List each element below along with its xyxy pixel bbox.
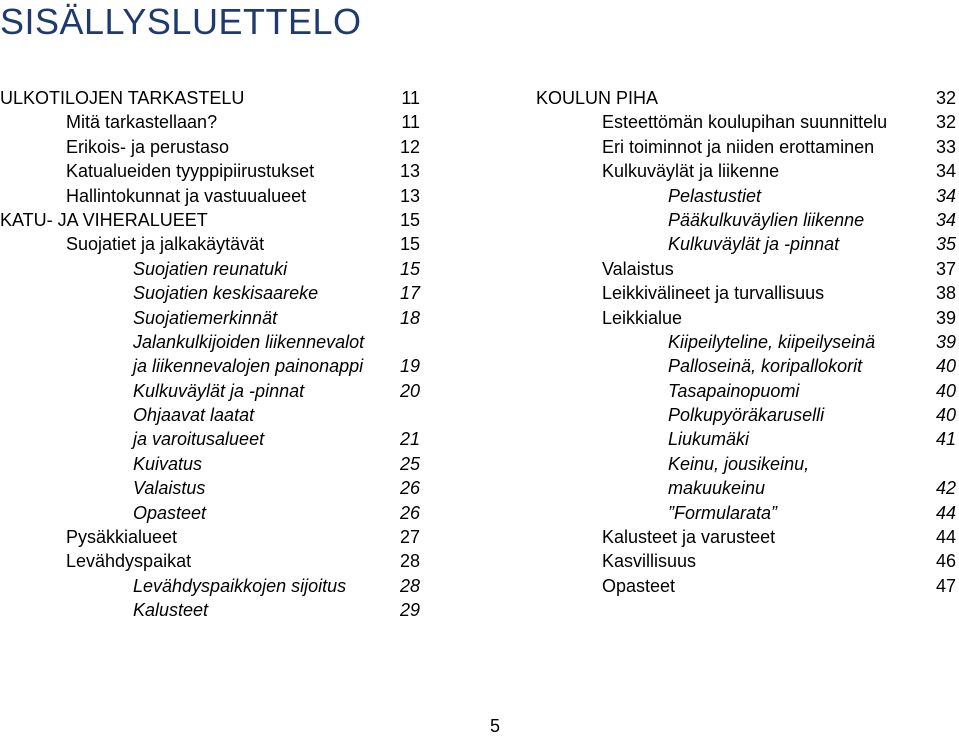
toc-entry: [536, 403, 956, 427]
toc-entry-page: 13: [399, 185, 420, 206]
toc-entry-page: 34: [935, 185, 956, 206]
toc-entry-title: Kulkuväylät ja -pinnat: [133, 380, 305, 401]
toc-entry: [536, 574, 956, 598]
toc-entry: [536, 110, 956, 134]
toc-entry-title: Kalusteet ja varusteet: [602, 527, 776, 548]
toc-entry-title: Palloseinä, koripallokorit: [668, 356, 863, 377]
toc-entry-page: 39: [935, 307, 956, 328]
toc-entry-page: 41: [935, 429, 956, 450]
toc-entry-title: Suojatien reunatuki: [133, 258, 288, 279]
toc-entry-page: 38: [935, 283, 956, 304]
toc-entry: [0, 403, 420, 427]
toc-entry-title: ja varoitusalueet: [133, 429, 265, 450]
toc-entry-title: Pysäkkialueet: [66, 527, 178, 548]
toc-entry-page: 37: [935, 258, 956, 279]
toc-entry: [536, 330, 956, 354]
toc-entry-title: Opasteet: [602, 575, 676, 596]
toc-entry-page: 15: [399, 209, 420, 230]
toc-entry-title: Jalankulkijoiden liikennevalot: [133, 331, 365, 352]
toc-entry-page: 44: [935, 502, 956, 523]
toc-entry-title: Kasvillisuus: [602, 551, 697, 572]
toc-entry-page: 32: [935, 88, 956, 108]
toc-entry: [0, 598, 420, 622]
toc-entry-title: Tasapainopuomi: [668, 380, 800, 401]
toc-entry: [0, 525, 420, 549]
toc-entry: [0, 501, 420, 525]
toc-entry: [536, 135, 956, 159]
toc-entry-page: 44: [935, 527, 956, 548]
toc-entry-title: Kiipeilyteline, kiipeilyseinä: [668, 331, 876, 352]
toc-entry-page: 34: [935, 209, 956, 230]
toc-entry: [536, 549, 956, 573]
toc-entry: [536, 232, 956, 256]
toc-entry-page: 27: [399, 527, 420, 548]
toc-entry-title: Keinu, jousikeinu,: [668, 453, 810, 474]
toc-entry: [536, 281, 956, 305]
toc-entry-page: 15: [399, 258, 420, 279]
toc-entry-title: Ohjaavat laatat: [133, 405, 255, 426]
toc-entry: [0, 232, 420, 256]
toc-entry-page: 47: [935, 575, 956, 596]
toc-entry-page: 40: [935, 405, 956, 426]
toc-entry: [536, 257, 956, 281]
toc-entry-page: 39: [935, 331, 956, 352]
page-title: SISÄLLYSLUETTELO: [0, 1, 362, 42]
toc-entry-title: Levähdyspaikat: [66, 551, 192, 572]
toc-entry: [0, 379, 420, 403]
toc-entry-title: Hallintokunnat ja vastuualueet: [66, 185, 307, 206]
toc-entry: [0, 159, 420, 183]
toc-entry: [0, 86, 420, 110]
toc-entry: [536, 86, 956, 110]
toc-entry: [536, 501, 956, 525]
toc-entry-page: 26: [399, 478, 420, 499]
toc-entry-page: 12: [399, 136, 420, 157]
toc-entry: [536, 427, 956, 451]
toc-entry-page: 13: [399, 161, 420, 182]
toc-entry-title: Suojatiet ja jalkakäytävät: [66, 234, 265, 255]
toc-entry-page: 34: [935, 161, 956, 182]
toc-entry-page: 46: [935, 551, 956, 572]
toc-entry-title: Pääkulkuväylien liikenne: [668, 209, 865, 230]
toc-entry-page: 33: [935, 136, 956, 157]
toc-entry-page: 28: [399, 575, 420, 596]
toc-right-column: [536, 86, 956, 598]
toc-entry: [536, 184, 956, 208]
toc-entry: [0, 452, 420, 476]
toc-entry: [536, 354, 956, 378]
toc-entry: [0, 135, 420, 159]
toc-entry-title: Pelastustiet: [668, 185, 762, 206]
toc-entry-title: KOULUN PIHA: [536, 88, 659, 108]
toc-entry-page: 18: [399, 307, 420, 328]
toc-entry-title: Opasteet: [133, 502, 207, 523]
toc-entry-title: Valaistus: [133, 478, 206, 499]
toc-entry: [0, 574, 420, 598]
toc-entry-title: Suojatiemerkinnät: [133, 307, 278, 328]
toc-entry-title: Polkupyöräkaruselli: [668, 405, 825, 426]
toc-entry-title: Erikois- ja perustaso: [66, 136, 230, 157]
toc-entry: [0, 208, 420, 232]
toc-entry-title: Valaistus: [602, 258, 674, 279]
toc-entry-page: 26: [399, 502, 420, 523]
toc-entry: [0, 354, 420, 378]
toc-entry-title: Kulkuväylät ja liikenne: [602, 161, 780, 182]
toc-entry: [536, 159, 956, 183]
toc-entry-page: 20: [399, 380, 420, 401]
toc-entry-title: Kuivatus: [133, 453, 203, 474]
page-number: 5: [489, 716, 500, 736]
toc-entry: [0, 257, 420, 281]
toc-entry-title: makuukeinu: [668, 478, 766, 499]
toc-entry-page: 25: [399, 453, 420, 474]
toc-entry-page: 21: [399, 429, 420, 450]
toc-entry: [0, 306, 420, 330]
toc-left-column: [0, 86, 420, 623]
toc-entry: [536, 208, 956, 232]
toc-entry-page: 11: [401, 88, 420, 108]
toc-entry: [0, 330, 420, 354]
toc-entry-page: 17: [399, 283, 420, 304]
toc-entry-title: Suojatien keskisaareke: [133, 283, 319, 304]
toc-entry: [536, 306, 956, 330]
toc-entry-page: 28: [399, 551, 420, 572]
toc-entry-title: KATU- JA VIHERALUEET: [0, 209, 208, 230]
toc-entry-title: Mitä tarkastellaan?: [66, 112, 218, 133]
toc-entry-page: 11: [401, 112, 420, 133]
toc-entry-title: ULKOTILOJEN TARKASTELU: [0, 88, 245, 108]
toc-entry: [0, 476, 420, 500]
toc-entry-title: Levähdyspaikkojen sijoitus: [133, 575, 347, 596]
toc-entry-page: 35: [935, 234, 956, 255]
toc-entry-title: Liukumäki: [668, 429, 750, 450]
toc-entry: [536, 525, 956, 549]
toc-entry-title: Katualueiden tyyppipiirustukset: [66, 161, 315, 182]
toc-entry-title: Esteettömän koulupihan suunnittelu: [602, 112, 888, 133]
toc-entry: [536, 379, 956, 403]
toc-entry: [536, 452, 956, 476]
toc-entry-page: 32: [935, 112, 956, 133]
toc-entry: [0, 184, 420, 208]
toc-entry-title: Leikkivälineet ja turvallisuus: [602, 283, 825, 304]
toc-entry-title: Kalusteet: [133, 600, 209, 621]
toc-entry-title: Eri toiminnot ja niiden erottaminen: [602, 136, 875, 157]
toc-entry-page: 29: [399, 600, 420, 621]
toc-entry: [0, 549, 420, 573]
toc-entry: [0, 281, 420, 305]
toc-entry-title: ”Formularata”: [668, 502, 778, 523]
toc-entry-page: 40: [935, 356, 956, 377]
toc-entry: [0, 427, 420, 451]
toc-entry-title: ja liikennevalojen painonappi: [133, 356, 364, 377]
toc-entry: [0, 110, 420, 134]
toc-entry: [536, 476, 956, 500]
toc-entry-title: Kulkuväylät ja -pinnat: [668, 234, 840, 255]
toc-entry-page: 19: [399, 356, 420, 377]
toc-entry-page: 42: [935, 478, 956, 499]
toc-entry-page: 40: [935, 380, 956, 401]
toc-entry-title: Leikkialue: [602, 307, 683, 328]
toc-entry-page: 15: [399, 234, 420, 255]
